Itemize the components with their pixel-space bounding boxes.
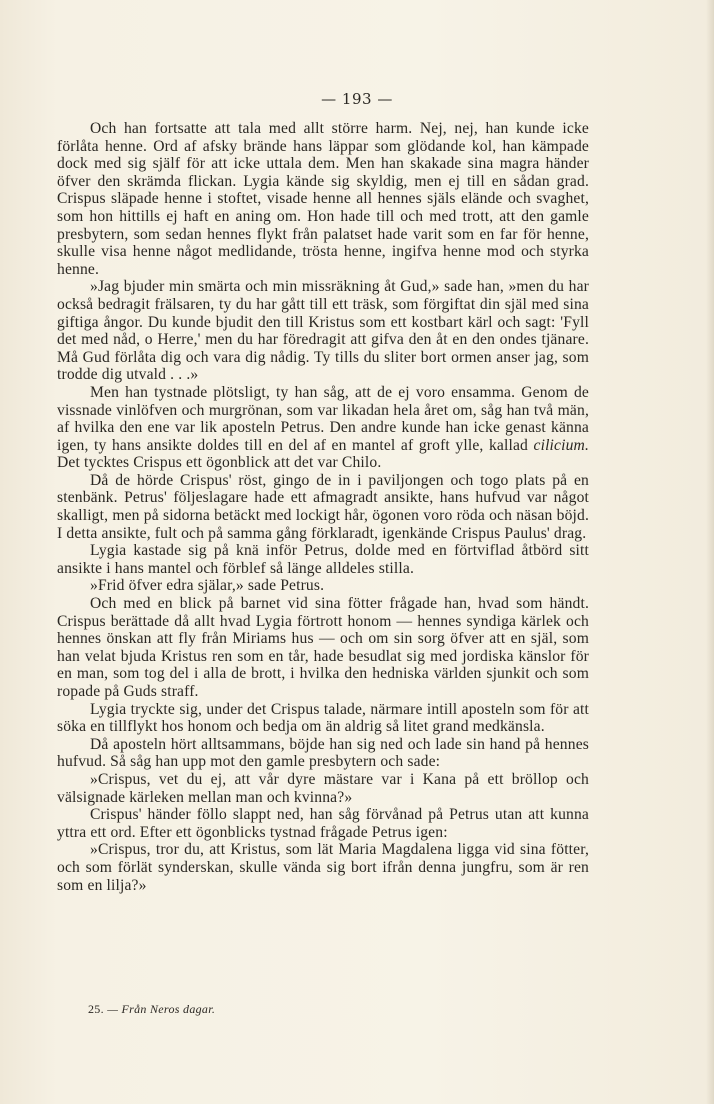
paragraph-3-tail: Det tycktes Crispus ett ögonblick att det var Chilo. — [57, 454, 382, 472]
paragraph-1: Och han fortsatte att tala med allt större harm. Nej, nej, han kunde icke förlåta henne. Ord af afsky brände hans läppar som glödande kol, han kämpade dock med sig själf för att icke uttala dem. Men han skakade sina magra händer öfver den skrämda flickan. Lygia kände sig skyldig, men ej till en sådan grad. Crispus släpade henne i stoftet, visade henne all hennes själs elände och svaghet, som hon hittills ej haft en aning om. Hon hade till och med trott, att den gamle presbytern, som sedan hennes flykt från palatset hade varit som en far för henne, skulle visa henne något medlidande, trösta henne, ingifva henne mod och styrka henne. — [57, 120, 589, 278]
paragraph-4: Då de hörde Crispus' röst, gingo de in i paviljongen och togo plats på en stenbänk. Petrus' följeslagare hade ett afmagradt ansikte, hans hufvud var något skalligt, men på sidorna betäckt med lockigt hår, ögonen voro röda och näsan böjd. I detta ansikte, fult och på samma gång förklaradt, igenkände Crispus Paulus' drag. — [57, 471, 589, 542]
page-number-header: — 193 — — [321, 90, 393, 108]
paragraph-3-text: Men han tystnade plötsligt, ty han såg, att de ej voro ensamma. Genom de vissnade vinlöfven och murgrönan, som var likadan hela året om, såg han två män, af hvilka den ene var lik aposteln Petrus. Den andre kunde han icke genast känna igen, ty hans ansikte doldes till en del af en mantel af groft ylle, kallad — [57, 383, 589, 454]
page-edge-shadow — [706, 0, 714, 1104]
paragraph-8: Lygia tryckte sig, under det Crispus talade, närmare intill aposteln som för att söka en tillflykt hos honom och bedja om än aldrig så litet grand medkänsla. — [57, 700, 589, 736]
signature-mark: 25. — [88, 1002, 104, 1016]
paragraph-5: Lygia kastade sig på knä inför Petrus, dolde med en förtviflad åtbörd sitt ansikte i hans mantel och förblef så länge alldeles stilla. — [57, 542, 589, 577]
paragraph-11: Crispus' händer föllo slappt ned, han såg förvånad på Petrus utan att kunna yttra ett ord. Efter ett ögonblicks tystnad frågade Petrus igen: — [57, 806, 589, 841]
paragraph-10: »Crispus, vet du ej, att vår dyre mästare var i Kana på ett bröllop och välsignade kärleken mellan man och kvinna?» — [57, 770, 589, 806]
paragraph-3 — [57, 384, 589, 472]
paragraph-2: »Jag bjuder min smärta och min missräkning åt Gud,» sade han, »men du har också bedragit frälsaren, ty du har gått till ett träsk, som förgiftat din själ med sina giftiga ångor. Du kunde bjudit den till Kristus som ett kostbart kärl och sagt: 'Fyll det med nåd, o Herre,' men du har föredragit att gifva den åt en den ondes tjänare. Må Gud förlåta dig och vara dig nådig. Ty tills du sliter bort ormen anser jag, som trodde dig utvald . . .» — [57, 278, 589, 384]
paragraph-6: »Frid öfver edra själar,» sade Petrus. — [90, 577, 325, 595]
footer-title: — Från Neros dagar. — [107, 1002, 216, 1016]
paragraph-9: Då aposteln hört alltsammans, böjde han sig ned och lade sin hand på hennes hufvud. Så såg han upp mot den gamle presbytern och sade: — [57, 735, 589, 771]
cilicium-word: cilicium. — [533, 436, 589, 454]
signature-footer — [88, 1002, 215, 1017]
paragraph-7: Och med en blick på barnet vid sina fötter frågade han, hvad som händt. Crispus berättade då allt hvad Lygia förtrott honom — hennes syndiga kärlek och hennes önskan att fly från Miriams hus — och om sin sorg öfver att en själ, som han velat bjuda Kristus ren som en tår, hade besudlat sig med jordiska känslor för en man, som tog del i alla de brott, i hvilka den hedniska världen sjunkit och som ropade på Guds straff. — [57, 595, 589, 700]
paragraph-12: »Crispus, tror du, att Kristus, som lät Maria Magdalena ligga vid sina fötter, och som förlät synderskan, skulle vända sig bort ifrån denna jungfru, som är ren som en lilja?» — [57, 841, 589, 894]
body-text — [57, 120, 589, 894]
